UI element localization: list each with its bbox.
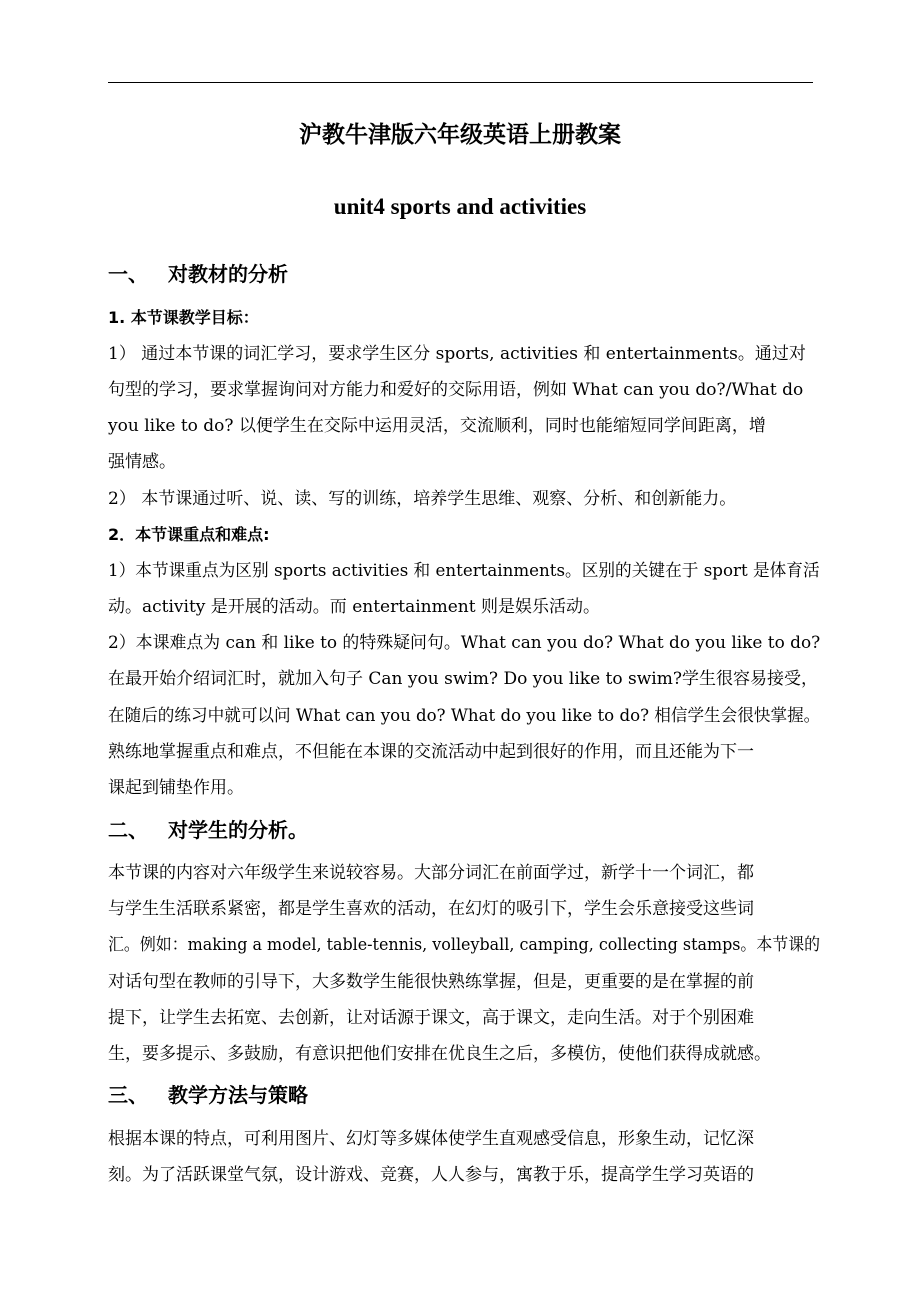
paragraph-line: 根据本课的特点，可利用图片、幻灯等多媒体使学生直观感受信息，形象生动，记忆深 (108, 1129, 754, 1149)
paragraph-line: 2）本课难点为 can 和 like to 的特殊疑问句。What can you do? What do you like to do? (108, 633, 821, 653)
paragraph-line: 汇。例如：making a model, table-tennis, volleyball, camping, collecting stamps。本节课的 (108, 935, 821, 955)
paragraph-line: 在最开始介绍词汇时，就加入句子 Can you swim? Do you like to swim?学生很容易接受， (108, 669, 818, 689)
paragraph-line: 在随后的练习中就可以问 What can you do? What do you like to do? 相信学生会很快掌握。 (108, 706, 821, 726)
paragraph-line: 课起到铺垫作用。 (108, 778, 244, 798)
paragraph-line: 本节课的内容对六年级学生来说较容易。大部分词汇在前面学过，新学十一个词汇，都 (108, 863, 754, 883)
section-number: 二、 (108, 818, 148, 842)
section-heading-2 (108, 815, 308, 845)
paragraph-line: 1）本节课重点为区别 sports activities 和 entertainments。区别的关键在于 sport 是体育活 (108, 561, 820, 581)
section-number: 一、 (108, 262, 148, 286)
paragraph-line: 动。activity 是开展的活动。而 entertainment 则是娱乐活动。 (108, 597, 600, 617)
section-title: 教学方法与策略 (168, 1083, 308, 1107)
subsection-heading-focus: 2．本节课重点和难点: (108, 525, 270, 544)
document-title: 沪教牛津版六年级英语上册教案 (299, 122, 621, 148)
paragraph-line: 熟练地掌握重点和难点，不但能在本课的交流活动中起到很好的作用，而且还能为下一 (108, 742, 754, 762)
section-heading-3 (108, 1080, 308, 1110)
paragraph-line: 2） 本节课通过听、说、读、写的训练，培养学生思维、观察、分析、和创新能力。 (108, 489, 737, 509)
paragraph-line: 强情感。 (108, 452, 176, 472)
paragraph-line: 提下，让学生去拓宽、去创新，让对话源于课文，高于课文，走向生活。对于个别困难 (108, 1008, 754, 1028)
section-heading-1 (108, 259, 288, 289)
subsection-heading-goals: 1. 本节课教学目标： (108, 308, 259, 327)
section-title: 对教材的分析 (168, 262, 288, 286)
paragraph-line: 与学生生活联系紧密，都是学生喜欢的活动，在幻灯的吸引下，学生会乐意接受这些词 (108, 899, 754, 919)
paragraph-line: 刻。为了活跃课堂气氛，设计游戏、竞赛，人人参与，寓教于乐，提高学生学习英语的 (108, 1165, 754, 1185)
section-title: 对学生的分析。 (168, 818, 308, 842)
paragraph-line: 对话句型在教师的引导下，大多数学生能很快熟练掌握，但是，更重要的是在掌握的前 (108, 972, 754, 992)
paragraph-line: 句型的学习，要求掌握询问对方能力和爱好的交际用语，例如 What can you do?/What do (108, 380, 804, 400)
document-subtitle: unit4 sports and activities (333, 194, 587, 219)
paragraph-line: 1） 通过本节课的词汇学习，要求学生区分 sports, activities 和 entertainments。通过对 (108, 344, 806, 364)
section-number: 三、 (108, 1083, 148, 1107)
paragraph-line: you like to do? 以便学生在交际中运用灵活，交流顺利，同时也能缩短同学间距离，增 (108, 416, 766, 436)
paragraph-line: 生，要多提示、多鼓励，有意识把他们安排在优良生之后，多模仿，使他们获得成就感。 (108, 1044, 771, 1064)
header-rule (108, 82, 813, 83)
